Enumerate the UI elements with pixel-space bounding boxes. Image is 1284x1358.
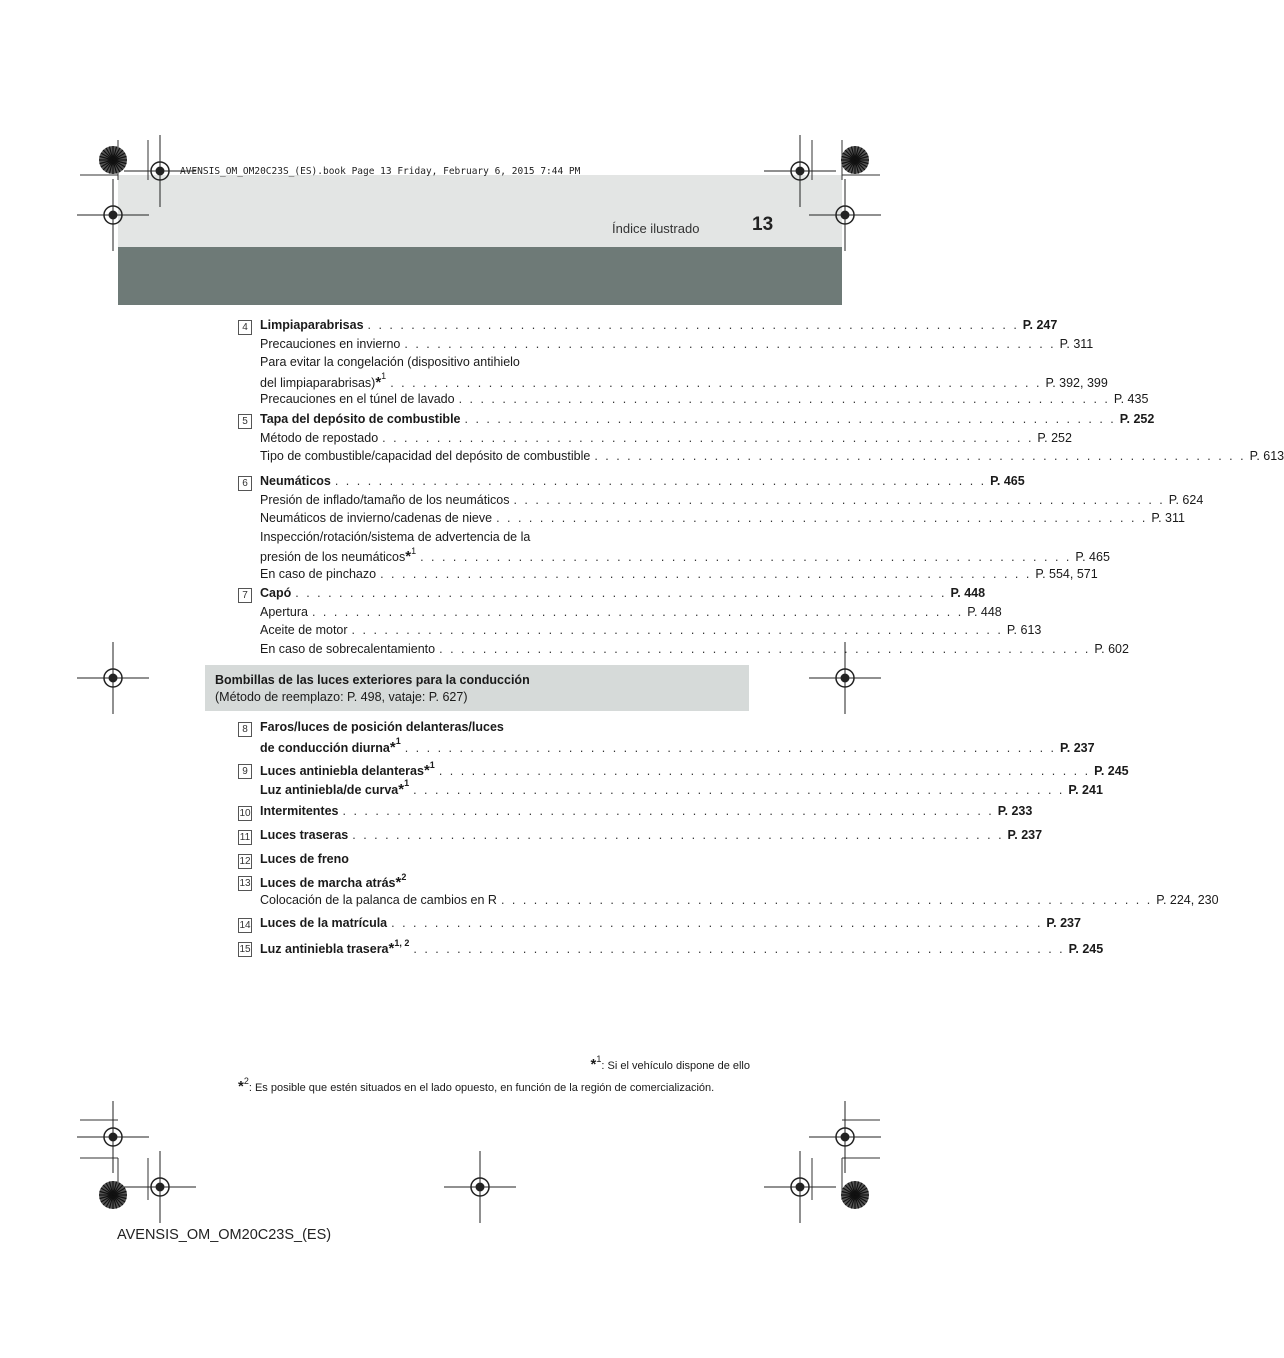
index-line-text: Limpiaparabrisas: [260, 318, 364, 332]
index-line-text: Aceite de motor: [260, 623, 348, 637]
page-reference[interactable]: P. 465: [1075, 550, 1110, 564]
color-wheel-icon: [99, 146, 127, 174]
index-line-text: Neumáticos de invierno/cadenas de nieve: [260, 511, 493, 525]
dot-leader: . . . . . . . . . . . . . . . . . . . . . . . . . . . . . . . . . . . . . . . . . . . . . . . . . . . . . . . . . . . .: [342, 804, 994, 818]
page-reference[interactable]: P. 435: [1113, 392, 1149, 406]
section-title: Índice ilustrado: [612, 221, 700, 236]
color-wheel-icon: [99, 1181, 127, 1209]
index-line: [260, 916, 1081, 934]
page-reference[interactable]: P. 237: [1007, 828, 1043, 842]
registration-target-icon: [809, 1101, 881, 1173]
dot-leader: . . . . . . . . . . . . . . . . . . . . . . . . . . . . . . . . . . . . . . . . . . . . . . . . . . . . . . . . . . . .: [513, 492, 1165, 507]
page-reference[interactable]: P. 233: [997, 804, 1033, 818]
index-line: [260, 430, 1072, 449]
dot-leader: . . . . . . . . . . . . . . . . . . . . . . . . . . . . . . . . . . . . . . . . . . . . . . . . . . . . . . . . . . . .: [413, 782, 1065, 797]
index-line-text: Tipo de combustible/capacidad del depósito de combustible: [260, 449, 591, 463]
index-line-text: Luz antiniebla trasera*$^{1, 2}$: [260, 937, 410, 957]
index-line-text: Tapa del depósito de combustible: [260, 412, 461, 426]
notice-title: Bombillas de las luces exteriores para la conducción: [215, 673, 530, 687]
page-reference[interactable]: P. 465: [990, 474, 1025, 488]
page-reference[interactable]: P. 245: [1068, 942, 1104, 956]
page-reference[interactable]: P. 448: [967, 604, 1002, 619]
dot-leader: . . . . . . . . . . . . . . . . . . . . . . . . . . . . . . . . . . . . . . . . . . . . . . . . . . . . . . . . . . . .: [352, 828, 1004, 842]
print-info-line: AVENSIS_OM_OM20C23S_(ES).book Page 13 Friday, February 6, 2015 7:44 PM: [180, 166, 581, 177]
index-line: [260, 871, 724, 892]
dot-leader: . . . . . . . . . . . . . . . . . . . . . . . . . . . . . . . . . . . . . . . . . . . . . . . . . . . . . . . . . . . .: [458, 392, 1110, 406]
page-reference[interactable]: P. 392, 399: [1045, 375, 1108, 390]
index-line: [260, 566, 1098, 585]
index-line-text: Luces de freno: [260, 852, 349, 866]
page-reference[interactable]: P. 613: [1249, 449, 1284, 463]
dot-leader: . . . . . . . . . . . . . . . . . . . . . . . . . . . . . . . . . . . . . . . . . . . . . . . . . . . . . . . . . . . .: [382, 430, 1034, 445]
entry-number-badge: 8: [238, 722, 252, 737]
index-line: [260, 804, 1033, 822]
entry-number-badge: 5: [238, 414, 252, 429]
index-line-text: del limpiaparabrisas)*$^1$: [260, 371, 387, 391]
registration-target-icon: [77, 1101, 149, 1173]
index-line: [260, 778, 1103, 799]
index-line-text: Luces traseras: [260, 828, 349, 842]
document-code: AVENSIS_OM_OM20C23S_(ES): [117, 1227, 332, 1243]
dot-leader: . . . . . . . . . . . . . . . . . . . . . . . . . . . . . . . . . . . . . . . . . . . . . . . . . . . . . . . . . . . .: [404, 740, 1057, 755]
color-wheel-icon: [841, 1181, 869, 1209]
index-line-text: Faros/luces de posición delanteras/luces: [260, 720, 504, 734]
index-line: [260, 371, 1108, 392]
header-band: [118, 175, 842, 247]
page-reference[interactable]: P. 624: [1168, 492, 1204, 507]
page-reference[interactable]: P. 311: [1151, 511, 1185, 525]
page-reference[interactable]: P. 602: [1094, 641, 1129, 656]
entry-number-badge: 12: [239, 856, 251, 867]
dot-leader: . . . . . . . . . . . . . . . . . . . . . . . . . . . . . . . . . . . . . . . . . . . . . . . . . . . . . . . . . . . .: [380, 566, 1032, 581]
index-line: [260, 720, 724, 738]
dot-leader: . . . . . . . . . . . . . . . . . . . . . . . . . . . . . . . . . . . . . . . . . . . . . . . . . . . . . . . . . . . .: [390, 375, 1042, 390]
page-reference[interactable]: P. 613: [1006, 623, 1042, 637]
color-wheel-icon: [841, 146, 869, 174]
page-reference[interactable]: P. 252: [1037, 430, 1072, 445]
index-line: [260, 852, 724, 870]
notice-subtitle: (Método de reemplazo: P. 498, vataje: P. 627): [215, 690, 468, 704]
index-line: [260, 937, 1104, 958]
index-line: [260, 586, 986, 604]
dot-leader: . . . . . . . . . . . . . . . . . . . . . . . . . . . . . . . . . . . . . . . . . . . . . . . . . . . . . . . . . . . .: [413, 942, 1065, 956]
page-reference[interactable]: P. 237: [1046, 916, 1081, 930]
index-line-text: En caso de pinchazo: [260, 566, 377, 581]
index-line: [260, 492, 1204, 511]
notice-box: [205, 665, 749, 711]
index-line-text: Luces de marcha atrás*$^2$: [260, 871, 407, 891]
page-reference[interactable]: P. 245: [1094, 764, 1129, 778]
page-reference[interactable]: P. 448: [950, 586, 986, 600]
index-line: [260, 623, 1042, 641]
dot-leader: . . . . . . . . . . . . . . . . . . . . . . . . . . . . . . . . . . . . . . . . . . . . . . . . . . . . . . . . . . . .: [351, 623, 1003, 637]
index-line-text: Intermitentes: [260, 804, 339, 818]
index-line: [260, 604, 1002, 623]
page-number: 13: [752, 214, 774, 235]
index-line: [260, 641, 1129, 660]
index-line: [260, 828, 1043, 846]
header-dark-band: [118, 247, 842, 305]
index-line-text: Colocación de la palanca de cambios en R: [260, 892, 497, 907]
dot-leader: . . . . . . . . . . . . . . . . . . . . . . . . . . . . . . . . . . . . . . . . . . . . . . . . . . . . . . . . . . . .: [500, 892, 1153, 907]
index-line-text: En caso de sobrecalentamiento: [260, 641, 436, 656]
entry-number-badge: 14: [239, 920, 251, 931]
index-line: [260, 545, 1110, 566]
index-line: [260, 474, 1025, 492]
index-line-text: Capó: [260, 586, 292, 600]
index-line-text: presión de los neumáticos*$^1$: [260, 545, 417, 565]
entry-number-badge: 13: [239, 878, 251, 889]
dot-leader: . . . . . . . . . . . . . . . . . . . . . . . . . . . . . . . . . . . . . . . . . . . . . . . . . . . . . . . . . . . .: [367, 318, 1019, 332]
dot-leader: . . . . . . . . . . . . . . . . . . . . . . . . . . . . . . . . . . . . . . . . . . . . . . . . . . . . . . . . . . . .: [439, 641, 1091, 656]
index-line: [260, 318, 1058, 336]
index-line: [260, 511, 1185, 529]
index-line: [260, 449, 1284, 467]
dot-leader: . . . . . . . . . . . . . . . . . . . . . . . . . . . . . . . . . . . . . . . . . . . . . . . . . . . . . . . . . . . .: [334, 474, 987, 488]
dot-leader: . . . . . . . . . . . . . . . . . . . . . . . . . . . . . . . . . . . . . . . . . . . . . . . . . . . . . . . . . . . .: [496, 511, 1148, 525]
index-line-text: Luz antiniebla/de curva*$^1$: [260, 778, 410, 798]
entry-number-badge: 10: [239, 808, 251, 819]
index-line-text: de conducción diurna*$^1$: [260, 736, 401, 756]
entry-number-badge: 4: [238, 320, 252, 335]
index-line: [260, 392, 1149, 410]
entry-number-badge: 9: [238, 764, 252, 779]
index-line: [260, 336, 1094, 355]
dot-leader: . . . . . . . . . . . . . . . . . . . . . . . . . . . . . . . . . . . . . . . . . . . . . . . . . . . . . . . . . . . .: [391, 916, 1043, 930]
index-line-text: Inspección/rotación/sistema de advertencia de la: [260, 529, 531, 544]
dot-leader: . . . . . . . . . . . . . . . . . . . . . . . . . . . . . . . . . . . . . . . . . . . . . . . . . . . . . . . . . . . .: [420, 550, 1072, 564]
dot-leader: . . . . . . . . . . . . . . . . . . . . . . . . . . . . . . . . . . . . . . . . . . . . . . . . . . . . . . . . . . . .: [404, 336, 1056, 351]
registration-target-icon: [764, 1151, 836, 1223]
dot-leader: . . . . . . . . . . . . . . . . . . . . . . . . . . . . . . . . . . . . . . . . . . . . . . . . . . . . . . . . . . . .: [295, 586, 947, 600]
footnote-2: *$^2$: Es posible que estén situados en el lado opuesto, en función de la región de comercialización.: [238, 1076, 715, 1095]
index-line: [260, 736, 1095, 757]
dot-leader: . . . . . . . . . . . . . . . . . . . . . . . . . . . . . . . . . . . . . . . . . . . . . . . . . . . . . . . . . . . .: [464, 412, 1116, 426]
footnote-1: *$^1$: Si el vehículo dispone de ello: [590, 1054, 750, 1073]
index-line: [260, 759, 1129, 780]
page-reference[interactable]: P. 311: [1059, 336, 1094, 351]
page-reference[interactable]: P. 247: [1022, 318, 1058, 332]
index-line-text: Apertura: [260, 604, 308, 619]
page-reference[interactable]: P. 252: [1119, 412, 1155, 426]
index-line-text: Precauciones en invierno: [260, 336, 401, 351]
index-line-text: Precauciones en el túnel de lavado: [260, 392, 455, 406]
index-line: [260, 530, 724, 548]
index-line-text: Para evitar la congelación (dispositivo antihielo: [260, 355, 520, 369]
index-line-text: Presión de inflado/tamaño de los neumáticos: [260, 492, 510, 507]
registration-target-icon: [444, 1151, 516, 1223]
entry-number-badge: 15: [239, 944, 251, 955]
page-reference[interactable]: P. 237: [1060, 740, 1095, 755]
index-line-text: Neumáticos: [260, 474, 331, 488]
page-reference[interactable]: P. 554, 571: [1035, 566, 1098, 581]
entry-number-badge: 6: [238, 476, 252, 491]
entry-number-badge: 11: [239, 832, 251, 843]
index-line: [260, 355, 724, 373]
registration-target-icon: [124, 1151, 196, 1223]
registration-target-icon: [77, 642, 149, 714]
index-line-text: Método de repostado: [260, 430, 379, 445]
dot-leader: . . . . . . . . . . . . . . . . . . . . . . . . . . . . . . . . . . . . . . . . . . . . . . . . . . . . . . . . . . . .: [438, 764, 1091, 778]
page-reference[interactable]: P. 241: [1068, 782, 1103, 797]
index-line: [260, 412, 1155, 430]
dot-leader: . . . . . . . . . . . . . . . . . . . . . . . . . . . . . . . . . . . . . . . . . . . . . . . . . . . . . . . . . . . .: [311, 604, 964, 619]
index-line-text: Luces antiniebla delanteras*$^1$: [260, 759, 435, 779]
index-line: [260, 892, 1219, 911]
entry-number-badge: 7: [238, 588, 252, 603]
dot-leader: . . . . . . . . . . . . . . . . . . . . . . . . . . . . . . . . . . . . . . . . . . . . . . . . . . . . . . . . . . . .: [594, 449, 1246, 463]
page-reference[interactable]: P. 224, 230: [1156, 892, 1219, 907]
index-line-text: Luces de la matrícula: [260, 916, 388, 930]
